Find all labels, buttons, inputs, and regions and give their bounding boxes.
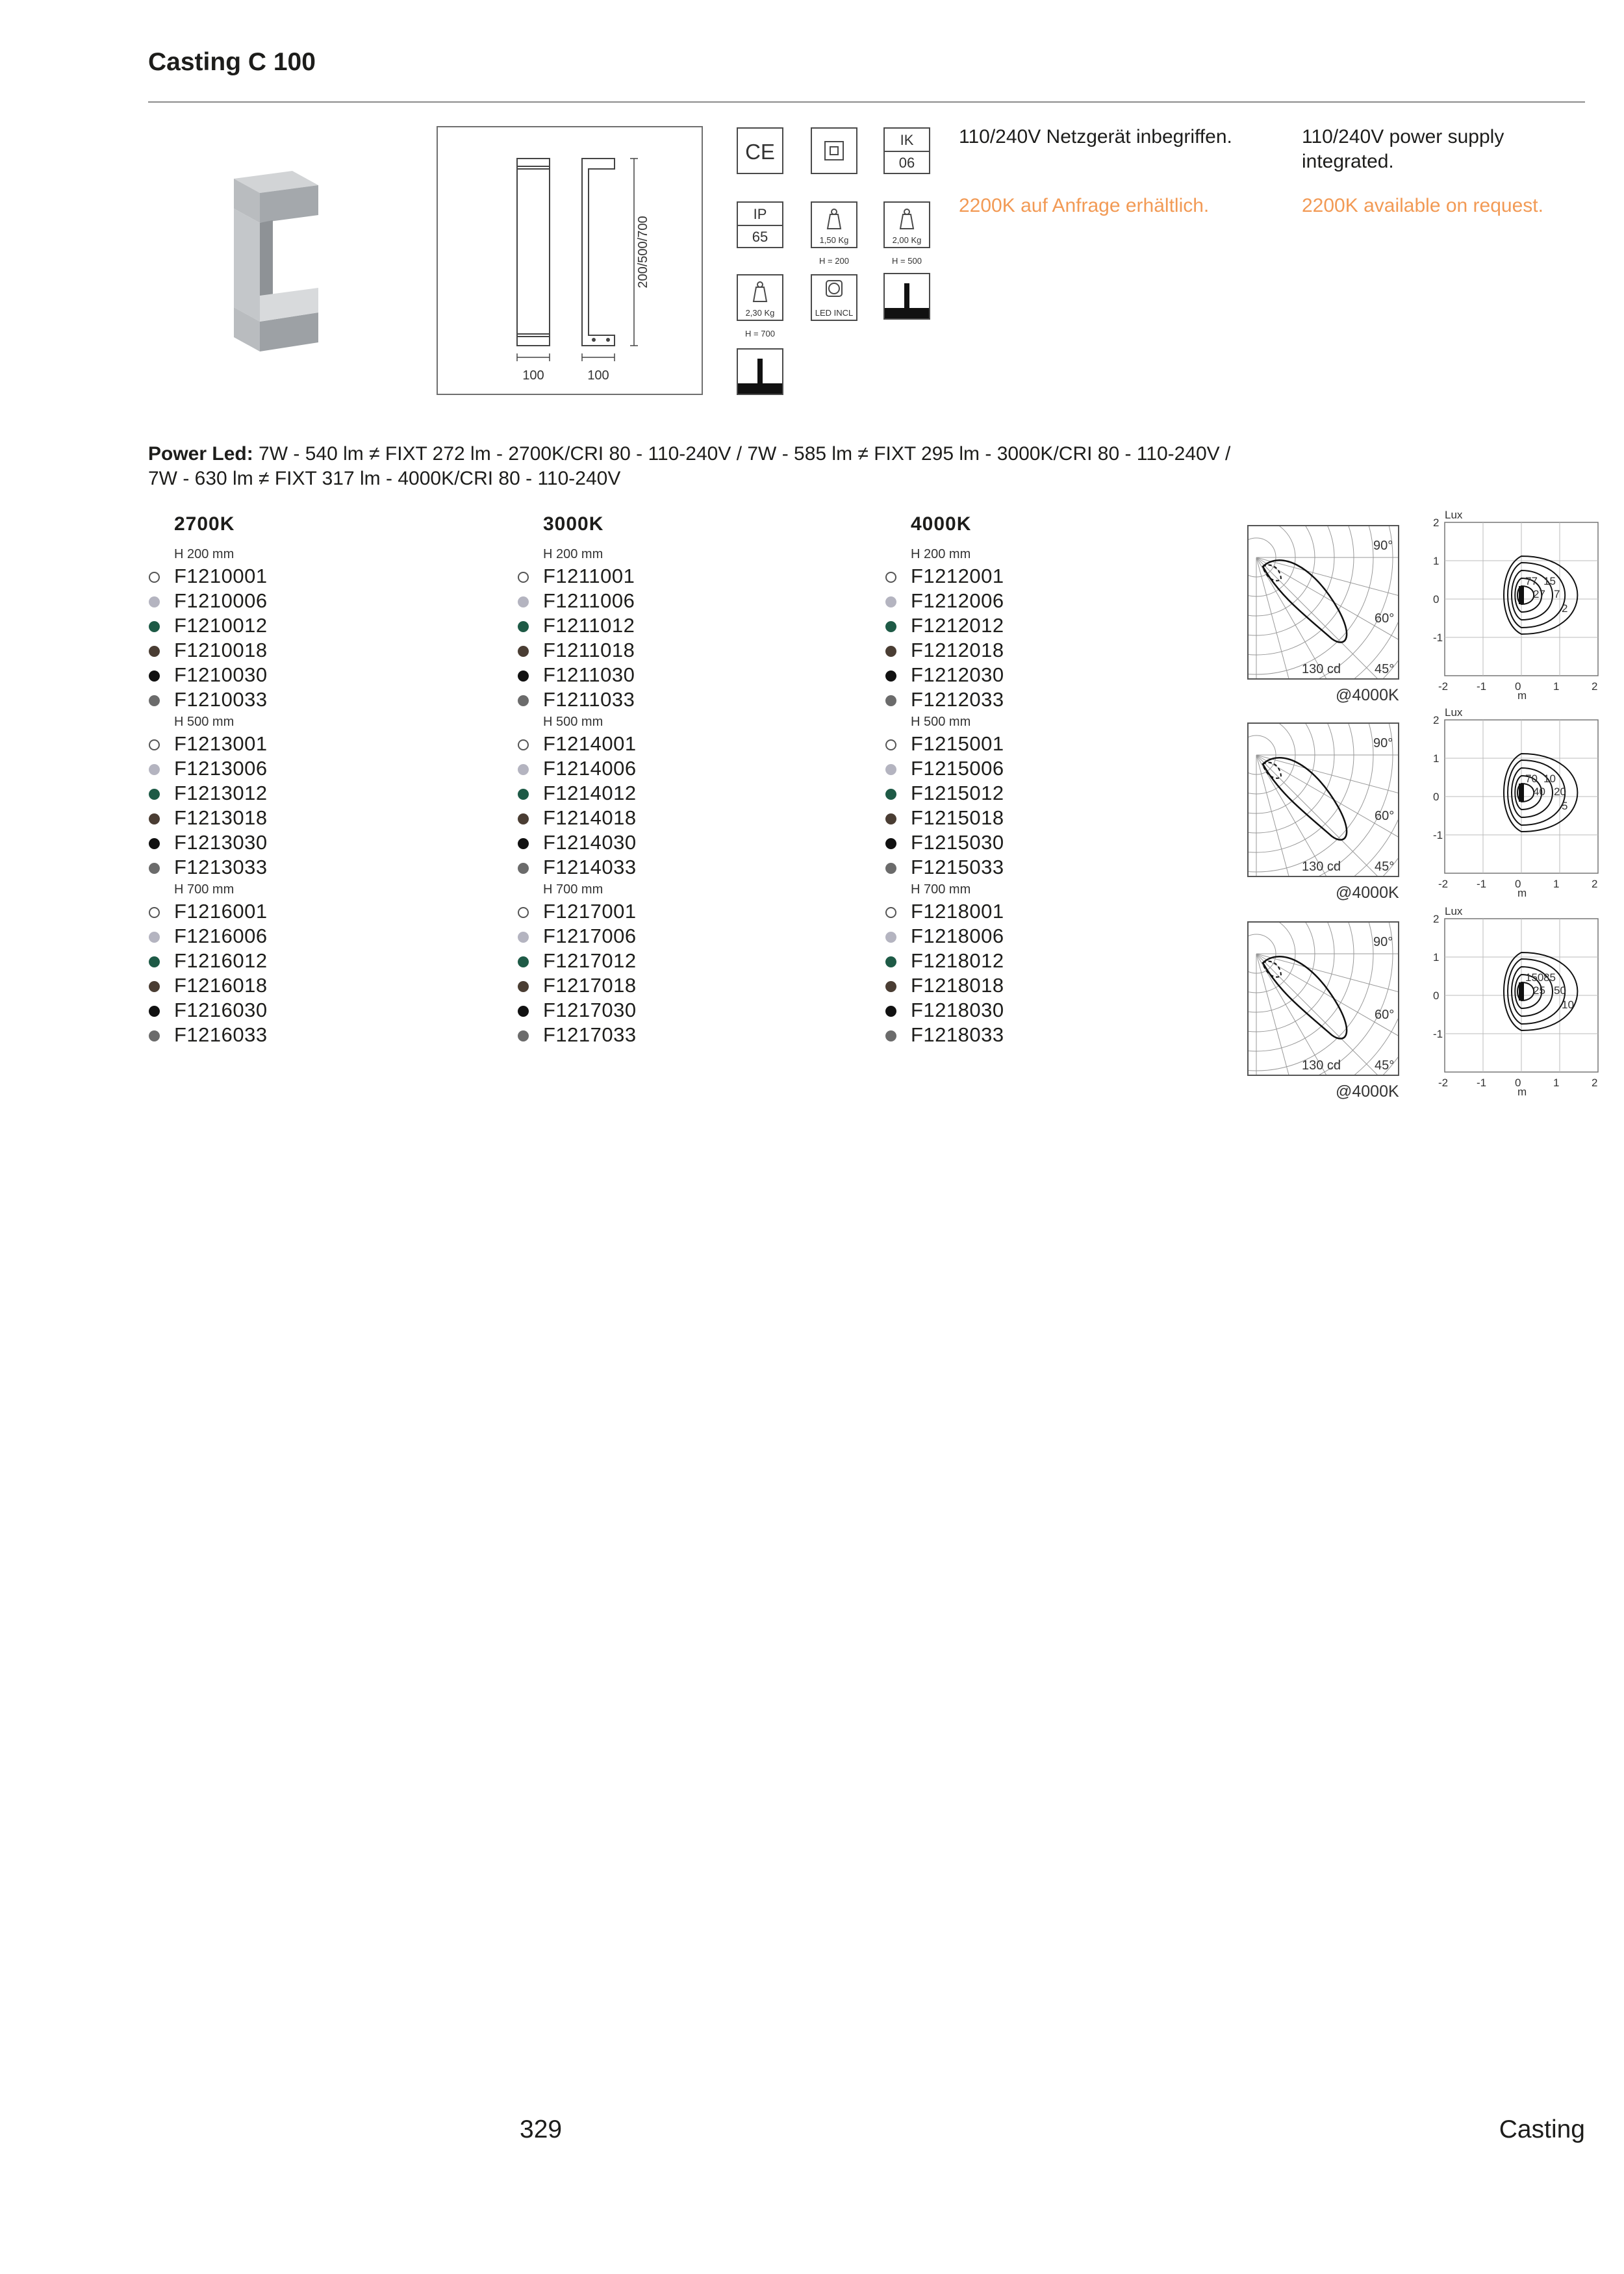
finish-color-dot [885, 596, 896, 607]
article-code: F1218033 [911, 1023, 1004, 1046]
article-code: F1216012 [174, 949, 268, 972]
finish-color-dot [149, 695, 160, 706]
x-tick: 2 [1592, 680, 1598, 693]
article-code-row [885, 973, 1223, 998]
x-tick: 2 [1592, 1077, 1598, 1089]
article-code-row [885, 949, 1223, 973]
article-code-row [885, 830, 1223, 855]
article-code-row [148, 855, 486, 880]
finish-color-dot [518, 1030, 529, 1041]
article-code-row [885, 638, 1223, 663]
finish-color-dot [149, 956, 160, 967]
power-led-line1: 7W - 540 lm ≠ FIXT 272 lm - 2700K/CRI 80 - 110-240V / 7W - 585 lm ≠ FIXT 295 lm - 3000K/CRI 80 - 110-240V / [253, 443, 1231, 465]
color-temperature-label: @4000K [1336, 1082, 1399, 1101]
finish-color-dot [149, 789, 160, 800]
polar-intensity-chart [1247, 722, 1401, 904]
y-tick: 2 [1433, 913, 1440, 925]
finish-color-dot [518, 739, 529, 750]
finish-color-dot [885, 621, 896, 632]
intensity-scale-label: 130 cd [1302, 860, 1341, 874]
weight-height-label: H = 500 [892, 256, 922, 266]
article-code: F1215030 [911, 831, 1004, 854]
finish-color-dot [149, 739, 160, 750]
angle-label: 60° [1375, 809, 1395, 823]
isolux-level: 50 [1554, 984, 1566, 997]
article-code: F1211018 [543, 639, 635, 661]
article-code-row [517, 564, 855, 589]
article-code: F1217033 [543, 1023, 637, 1046]
x-tick: 0 [1515, 878, 1521, 890]
axis-unit: m [1517, 1086, 1527, 1097]
power-led-label: Power Led: [148, 443, 253, 465]
finish-color-dot [885, 789, 896, 800]
article-code-row [517, 924, 855, 949]
angle-label: 60° [1375, 1008, 1395, 1022]
article-code: F1210030 [174, 663, 268, 686]
finish-color-dot [149, 572, 160, 583]
x-tick: 1 [1553, 1077, 1560, 1089]
axis-unit: m [1517, 689, 1527, 700]
article-code-row [885, 899, 1223, 924]
ik-rating-icon: IK 06 [883, 127, 930, 174]
ip-rating-icon: IP 65 [737, 201, 783, 248]
article-code: F1213033 [174, 856, 268, 878]
article-code: F1213001 [174, 732, 268, 755]
code-column [517, 513, 855, 1047]
isolux-level: 7 [1554, 588, 1560, 600]
y-tick: 0 [1433, 990, 1440, 1002]
article-code-row [148, 732, 486, 756]
article-code: F1211012 [543, 614, 635, 637]
weight-height-label: H = 200 [819, 256, 849, 266]
article-code: F1214012 [543, 782, 637, 804]
article-code-row [517, 806, 855, 830]
article-code: F1217030 [543, 999, 637, 1021]
article-code: F1217012 [543, 949, 637, 972]
article-code-row [517, 613, 855, 638]
class-ii-icon [811, 127, 857, 174]
finish-color-dot [518, 956, 529, 967]
y-tick: 1 [1433, 752, 1440, 765]
article-code: F1214001 [543, 732, 637, 755]
note-de: 2200K auf Anfrage erhältlich. [959, 195, 1210, 216]
article-code: F1215006 [911, 757, 1004, 780]
finish-color-dot [518, 789, 529, 800]
article-code-row [885, 613, 1223, 638]
x-tick: 0 [1515, 680, 1521, 693]
article-code: F1212033 [911, 688, 1004, 711]
isolux-level: 77 [1525, 575, 1538, 587]
article-code-row [517, 756, 855, 781]
article-code: F1212030 [911, 663, 1004, 686]
finish-color-dot [885, 863, 896, 874]
finish-color-dot [885, 981, 896, 992]
finish-color-dot [149, 621, 160, 632]
article-code-row [148, 687, 486, 712]
article-code-row [148, 781, 486, 806]
isolux-level: 10 [1562, 999, 1574, 1011]
finish-color-dot [149, 764, 160, 775]
height-group-label: H 500 mm [911, 715, 971, 729]
finish-color-dot [885, 956, 896, 967]
finish-color-dot [518, 981, 529, 992]
article-code: F1218012 [911, 949, 1004, 972]
finish-color-dot [885, 1030, 896, 1041]
y-tick: -1 [1433, 1028, 1443, 1040]
power-led-spec [148, 442, 1317, 491]
article-code: F1215033 [911, 856, 1004, 878]
finish-color-dot [149, 1030, 160, 1041]
article-code-row [148, 899, 486, 924]
finish-color-dot [885, 932, 896, 943]
finish-color-dot [149, 907, 160, 918]
isolux-level: 15 [1543, 575, 1556, 587]
ground-mount-icon [883, 273, 930, 320]
isolux-chart [1414, 902, 1608, 1097]
angle-label: 90° [1373, 539, 1393, 553]
article-code-row [517, 830, 855, 855]
article-code: F1216018 [174, 974, 268, 997]
isolux-level: 27 [1533, 588, 1545, 600]
finish-color-dot [149, 671, 160, 682]
article-code-row [885, 855, 1223, 880]
finish-color-dot [518, 572, 529, 583]
finish-color-dot [149, 932, 160, 943]
article-code-row [517, 687, 855, 712]
code-column [148, 513, 486, 1047]
product-image [221, 166, 325, 354]
article-code-row [517, 732, 855, 756]
article-code: F1216033 [174, 1023, 268, 1046]
x-tick: 1 [1553, 680, 1560, 693]
color-temperature-heading: 2700K [174, 513, 235, 535]
article-code: F1217018 [543, 974, 637, 997]
article-code-row [148, 973, 486, 998]
article-code: F1218030 [911, 999, 1004, 1021]
article-code: F1212001 [911, 565, 1004, 587]
description-en-line1: 110/240V power supply [1302, 126, 1504, 147]
article-code: F1218006 [911, 925, 1004, 947]
article-code-row [885, 781, 1223, 806]
article-code: F1210006 [174, 589, 268, 612]
color-temperature-heading: 3000K [543, 513, 604, 535]
article-code-row [885, 732, 1223, 756]
polar-intensity-chart [1247, 525, 1401, 707]
description-en-line2: integrated. [1302, 151, 1394, 172]
article-code: F1210018 [174, 639, 268, 661]
x-tick: -2 [1438, 1077, 1449, 1089]
y-tick: 2 [1433, 714, 1440, 726]
height-group-label: H 200 mm [174, 547, 235, 561]
isolux-level: 10 [1543, 773, 1556, 785]
article-code: F1213012 [174, 782, 268, 804]
article-code: F1217001 [543, 900, 637, 923]
finish-color-dot [149, 981, 160, 992]
y-tick: 2 [1433, 517, 1440, 529]
ce-mark-icon: CE [737, 127, 783, 174]
article-code: F1213018 [174, 806, 268, 829]
axis-unit: m [1517, 887, 1527, 898]
note-en: 2200K available on request. [1302, 195, 1543, 216]
isolux-level: 25 [1533, 984, 1545, 997]
isolux-level: 20 [1554, 786, 1566, 798]
x-tick: -1 [1477, 680, 1487, 693]
color-temperature-heading: 4000K [911, 513, 972, 535]
weight-icon: 2,30 Kg [737, 274, 783, 321]
article-code-row [885, 564, 1223, 589]
article-code-row [517, 949, 855, 973]
article-code: F1212012 [911, 614, 1004, 637]
angle-label: 45° [1375, 1058, 1395, 1073]
height-group-label: H 700 mm [543, 882, 603, 897]
article-code: F1210033 [174, 688, 268, 711]
y-tick: 1 [1433, 555, 1440, 567]
article-code: F1215001 [911, 732, 1004, 755]
article-code: F1218018 [911, 974, 1004, 997]
finish-color-dot [885, 1006, 896, 1017]
article-code-row [517, 899, 855, 924]
ground-mount-icon [737, 348, 783, 395]
article-code-row [148, 613, 486, 638]
x-tick: -2 [1438, 680, 1449, 693]
title-divider [148, 101, 1585, 103]
x-tick: -1 [1477, 878, 1487, 890]
article-code-row [148, 949, 486, 973]
finish-color-dot [518, 932, 529, 943]
finish-color-dot [885, 646, 896, 657]
finish-color-dot [149, 1006, 160, 1017]
height-group-label: H 500 mm [543, 715, 603, 729]
article-code-row [148, 830, 486, 855]
finish-color-dot [518, 863, 529, 874]
finish-color-dot [885, 671, 896, 682]
article-code-row [517, 1023, 855, 1047]
dimension-width-front: 100 [522, 368, 544, 383]
article-code: F1215018 [911, 806, 1004, 829]
finish-color-dot [518, 813, 529, 824]
article-code: F1212006 [911, 589, 1004, 612]
finish-color-dot [518, 596, 529, 607]
finish-color-dot [885, 695, 896, 706]
y-tick: -1 [1433, 632, 1443, 644]
article-code: F1215012 [911, 782, 1004, 804]
article-code-row [148, 1023, 486, 1047]
finish-color-dot [518, 1006, 529, 1017]
article-code-row [148, 638, 486, 663]
article-code-row [517, 781, 855, 806]
article-code: F1214018 [543, 806, 637, 829]
lux-title: Lux [1445, 509, 1463, 521]
code-column [885, 513, 1223, 1047]
y-tick: 0 [1433, 593, 1440, 606]
article-code-row [517, 589, 855, 613]
isolux-level: 150 [1525, 971, 1544, 984]
color-temperature-label: @4000K [1336, 686, 1399, 704]
article-code-row [517, 855, 855, 880]
article-code-row [885, 806, 1223, 830]
x-tick: -2 [1438, 878, 1449, 890]
x-tick: -1 [1477, 1077, 1487, 1089]
article-code-row [885, 589, 1223, 613]
power-led-line2: 7W - 630 lm ≠ FIXT 317 lm - 4000K/CRI 80 - 110-240V [148, 468, 621, 489]
article-code: F1211033 [543, 688, 635, 711]
isolux-level: 70 [1525, 773, 1538, 785]
page-number: 329 [520, 2115, 563, 2143]
article-code: F1217006 [543, 925, 637, 947]
article-code-row [885, 924, 1223, 949]
article-code-row [517, 998, 855, 1023]
finish-color-dot [518, 695, 529, 706]
polar-intensity-chart [1247, 921, 1401, 1103]
led-included-icon: LED INCL [811, 274, 857, 321]
finish-color-dot [149, 596, 160, 607]
isolux-level: 5 [1562, 800, 1568, 812]
article-code-row [148, 564, 486, 589]
finish-color-dot [885, 907, 896, 918]
article-code-row [885, 756, 1223, 781]
angle-label: 45° [1375, 860, 1395, 874]
isolux-level: 40 [1533, 786, 1545, 798]
article-code: F1210001 [174, 565, 268, 587]
weight-icon: 2,00 Kg [883, 201, 930, 248]
lux-title: Lux [1445, 905, 1463, 917]
intensity-scale-label: 130 cd [1302, 1058, 1341, 1073]
article-code: F1216030 [174, 999, 268, 1021]
angle-label: 90° [1373, 736, 1393, 750]
isolux-level: 2 [1562, 602, 1568, 615]
finish-color-dot [885, 739, 896, 750]
finish-color-dot [518, 671, 529, 682]
height-group-label: H 700 mm [911, 882, 971, 897]
article-code: F1216006 [174, 925, 268, 947]
intensity-scale-label: 130 cd [1302, 662, 1341, 676]
finish-color-dot [885, 813, 896, 824]
finish-color-dot [518, 838, 529, 849]
isolux-chart [1414, 703, 1608, 898]
angle-label: 90° [1373, 935, 1393, 949]
x-tick: 2 [1592, 878, 1598, 890]
isolux-chart [1414, 505, 1608, 700]
article-code: F1211001 [543, 565, 635, 587]
y-tick: 0 [1433, 791, 1440, 803]
finish-color-dot [518, 646, 529, 657]
finish-color-dot [518, 764, 529, 775]
dimension-height: 200/500/700 [636, 216, 650, 288]
article-code-row [885, 998, 1223, 1023]
angle-label: 60° [1375, 611, 1395, 626]
article-code: F1213030 [174, 831, 268, 854]
finish-color-dot [518, 907, 529, 918]
lux-title: Lux [1445, 706, 1463, 719]
article-code-row [148, 924, 486, 949]
article-code-row [148, 806, 486, 830]
weight-height-label: H = 700 [745, 329, 775, 339]
height-group-label: H 200 mm [543, 547, 603, 561]
height-group-label: H 700 mm [174, 882, 235, 897]
section-name: Casting [1499, 2115, 1585, 2143]
x-tick: 0 [1515, 1077, 1521, 1089]
article-code: F1212018 [911, 639, 1004, 661]
article-code: F1214030 [543, 831, 637, 854]
finish-color-dot [149, 646, 160, 657]
finish-color-dot [885, 838, 896, 849]
finish-color-dot [149, 863, 160, 874]
height-group-label: H 500 mm [174, 715, 235, 729]
article-code: F1214033 [543, 856, 637, 878]
article-code: F1216001 [174, 900, 268, 923]
article-code: F1214006 [543, 757, 637, 780]
article-code-row [885, 663, 1223, 687]
finish-color-dot [885, 572, 896, 583]
article-code-row [517, 973, 855, 998]
finish-color-dot [149, 813, 160, 824]
article-code-row [148, 998, 486, 1023]
finish-color-dot [518, 621, 529, 632]
article-code-row [148, 756, 486, 781]
weight-icon: 1,50 Kg [811, 201, 857, 248]
y-tick: -1 [1433, 829, 1443, 841]
article-code-row [885, 1023, 1223, 1047]
isolux-level: 85 [1543, 971, 1556, 984]
page-title: Casting C 100 [148, 48, 316, 76]
article-code-row [148, 589, 486, 613]
finish-color-dot [149, 838, 160, 849]
technical-drawing [437, 126, 703, 395]
article-code-row [885, 687, 1223, 712]
article-code-row [148, 663, 486, 687]
article-code-row [517, 638, 855, 663]
y-tick: 1 [1433, 951, 1440, 964]
color-temperature-label: @4000K [1336, 884, 1399, 902]
dimension-width-side: 100 [587, 368, 609, 383]
description-de: 110/240V Netzgerät inbegriffen. [959, 126, 1232, 147]
x-tick: 1 [1553, 878, 1560, 890]
article-code-row [517, 663, 855, 687]
article-code: F1211030 [543, 663, 635, 686]
article-code: F1218001 [911, 900, 1004, 923]
height-group-label: H 200 mm [911, 547, 971, 561]
finish-color-dot [885, 764, 896, 775]
article-code: F1210012 [174, 614, 268, 637]
article-code: F1211006 [543, 589, 635, 612]
angle-label: 45° [1375, 662, 1395, 676]
article-code: F1213006 [174, 757, 268, 780]
